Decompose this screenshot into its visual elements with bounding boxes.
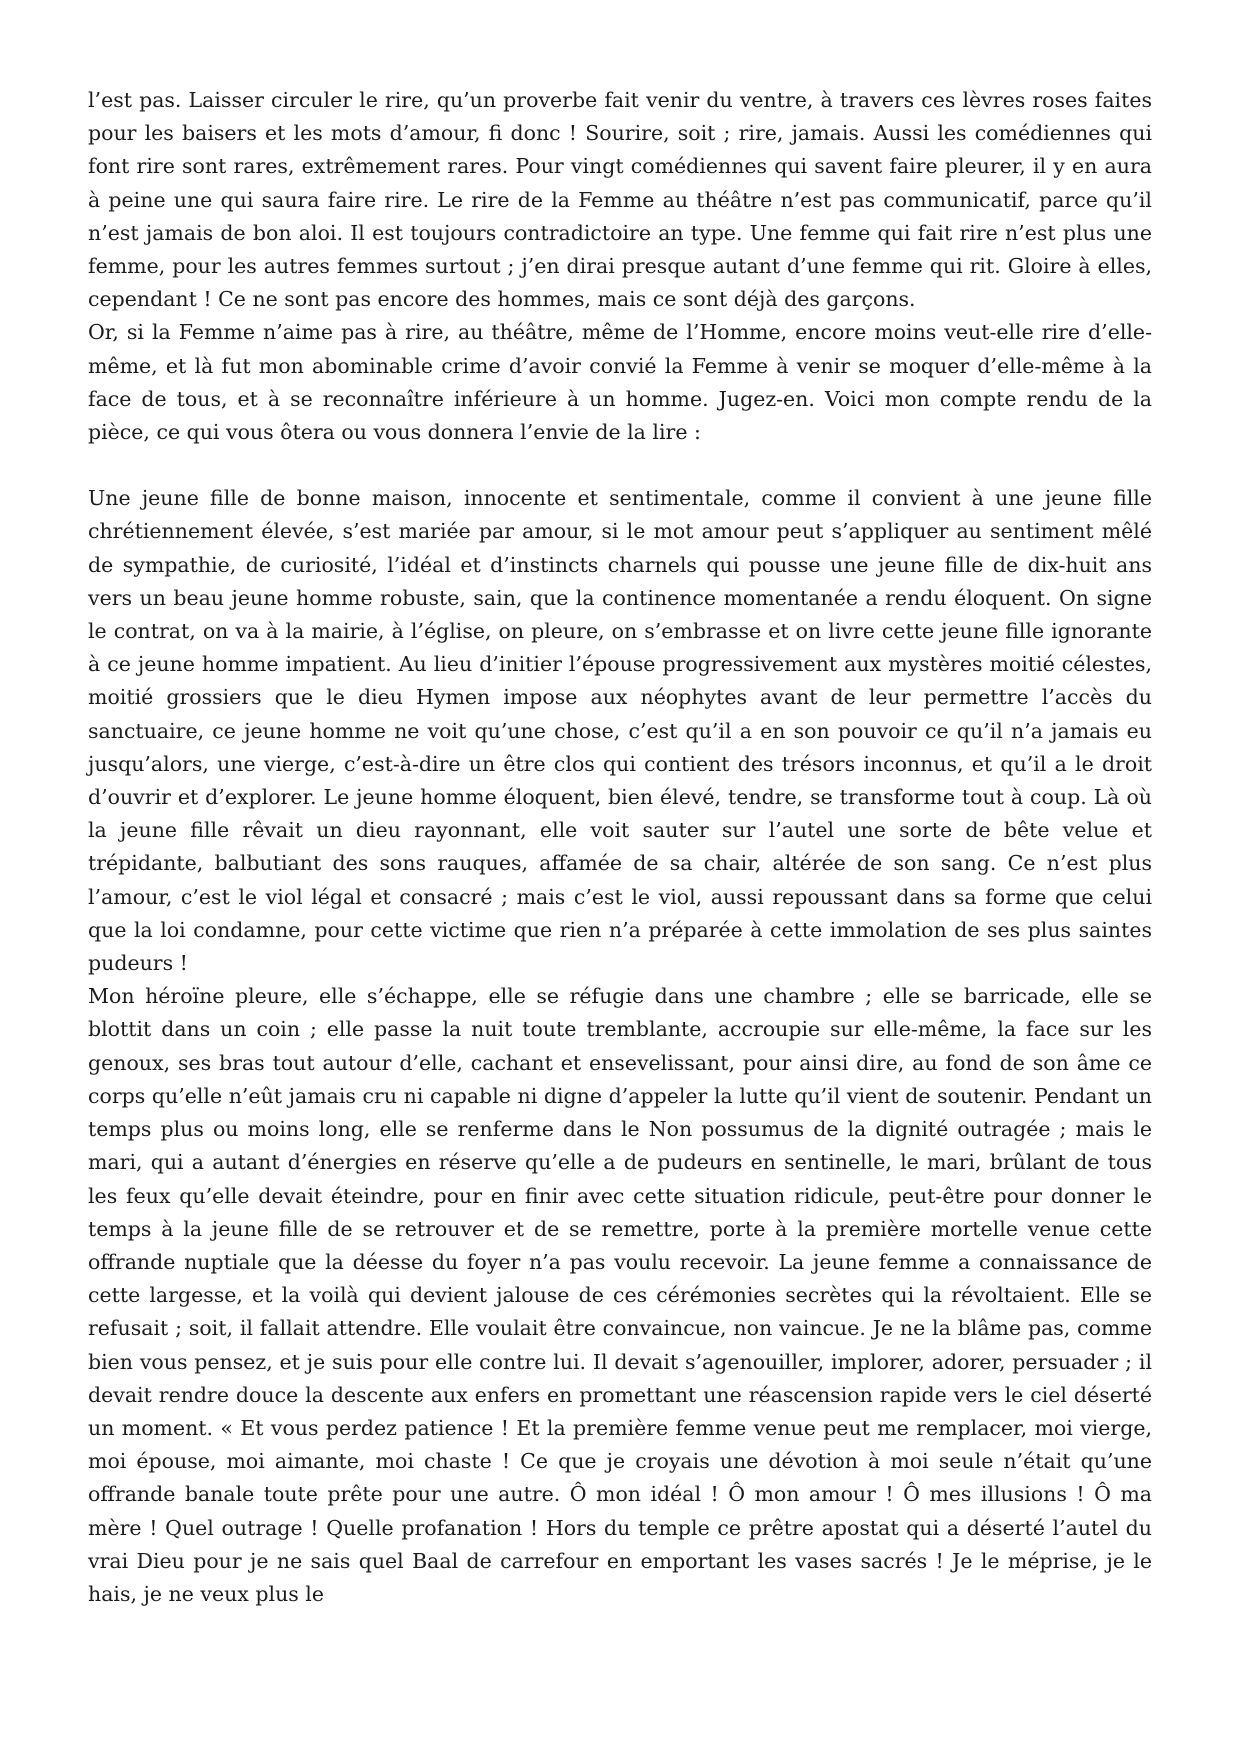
paragraph-2: Or, si la Femme n’aime pas à rire, au théâtre, même de l’Homme, encore moins veut-elle rire d’elle-même, et là fut mon abominable crime d’avoir convié la Femme à venir se moquer d’elle-même à la face de tous, et à se reconnaître inférieure à un homme. Jugez-en. Voici mon compte rendu de la pièce, ce qui vous ôtera ou vous donnera l’envie de la lire : bbox=[88, 320, 1152, 445]
paragraph-3: Une jeune fille de bonne maison, innocente et sentimentale, comme il convient à une jeune fille chrétiennement élevée, s’est mariée par amour, si le mot amour peut s’appliquer au sentiment mêlé de sympathie, de curiosité, l’idéal et d’instincts charnels qui pousse une jeune fille de dix-huit ans vers un beau jeune homme robuste, sain, que la continence momentanée a rendu éloquent. On signe le contrat, on va à la mairie, à l’église, on pleure, on s’embrasse et on livre cette jeune fille ignorante à ce jeune homme impatient. Au lieu d’initier l’épouse progressivement aux mystères moitié célestes, moitié grossiers que le dieu Hymen impose aux néophytes avant de leur permettre l’accès du sanctuaire, ce jeune homme ne voit qu’une chose, c’est qu’il a en son pouvoir ce qu’il n’a jamais eu jusqu’alors, une vierge, c’est-à-dire un être clos qui contient des trésors inconnus, et qu’il a le droit d’ouvrir et d’explorer. Le jeune homme éloquent, bien élevé, tendre, se transforme tout à coup. Là où la jeune fille rêvait un dieu rayonnant, elle voit sauter sur l’autel une sorte de bête velue et trépidante, balbutiant des sons rauques, affamée de sa chair, altérée de son sang. Ce n’est plus l’amour, c’est le viol légal et consacré ; mais c’est le viol, aussi repoussant dans sa forme que celui que la loi condamne, pour cette victime que rien n’a préparée à cette immolation de ses plus saintes pudeurs ! bbox=[88, 486, 1152, 976]
document-page bbox=[88, 84, 1152, 1611]
paragraph-1: l’est pas. Laisser circuler le rire, qu’un proverbe fait venir du ventre, à travers ces lèvres roses faites pour les baisers et les mots d’amour, fi donc ! Sourire, soit ; rire, jamais. Aussi les comédiennes qui font rire sont rares, extrêmement rares. Pour vingt comédiennes qui savent faire pleurer, il y en aura à peine une qui saura faire rire. Le rire de la Femme au théâtre n’est pas communicatif, parce qu’il n’est jamais de bon aloi. Il est toujours contradictoire an type. Une femme qui fait rire n’est plus une femme, pour les autres femmes surtout ; j’en dirai presque autant d’une femme qui rit. Gloire à elles, cependant ! Ce ne sont pas encore des hommes, mais ce sont déjà des garçons. bbox=[88, 88, 1152, 312]
paragraph-4: Mon héroïne pleure, elle s’échappe, elle se réfugie dans une chambre ; elle se barricade, elle se blottit dans un coin ; elle passe la nuit toute tremblante, accroupie sur elle-même, la face sur les genoux, ses bras tout autour d’elle, cachant et ensevelissant, pour ainsi dire, au fond de son âme ce corps qu’elle n’eût jamais cru ni capable ni digne d’appeler la lutte qu’il vient de soutenir. Pendant un temps plus ou moins long, elle se renferme dans le Non possumus de la dignité outragée ; mais le mari, qui a autant d’énergies en réserve qu’elle a de pudeurs en sentinelle, le mari, brûlant de tous les feux qu’elle devait éteindre, pour en finir avec cette situation ridicule, peut-être pour donner le temps à la jeune fille de se retrouver et de se remettre, porte à la première mortelle venue cette offrande nuptiale que la déesse du foyer n’a pas voulu recevoir. La jeune femme a connaissance de cette largesse, et la voilà qui devient jalouse de ces cérémonies secrètes qui la révoltaient. Elle se refusait ; soit, il fallait attendre. Elle voulait être convaincue, non vaincue. Je ne la blâme pas, comme bien vous pensez, et je suis pour elle contre lui. Il devait s’agenouiller, implorer, adorer, persuader ; il devait rendre douce la descente aux enfers en promettant une réascension rapide vers le ciel déserté un moment. « Et vous perdez patience ! Et la première femme venue peut me remplacer, moi vierge, moi épouse, moi aimante, moi chaste ! Ce que je croyais une dévotion à moi seule n’était qu’une offrande banale toute prête pour une autre. Ô mon idéal ! Ô mon amour ! Ô mes illusions ! Ô ma mère ! Quel outrage ! Quelle profanation ! Hors du temple ce prêtre apostat qui a déserté l’autel du vrai Dieu pour je ne sais quel Baal de carrefour en emportant les vases sacrés ! Je le méprise, je le hais, je ne veux plus le bbox=[88, 984, 1152, 1606]
paragraph-spacer bbox=[88, 449, 1152, 482]
